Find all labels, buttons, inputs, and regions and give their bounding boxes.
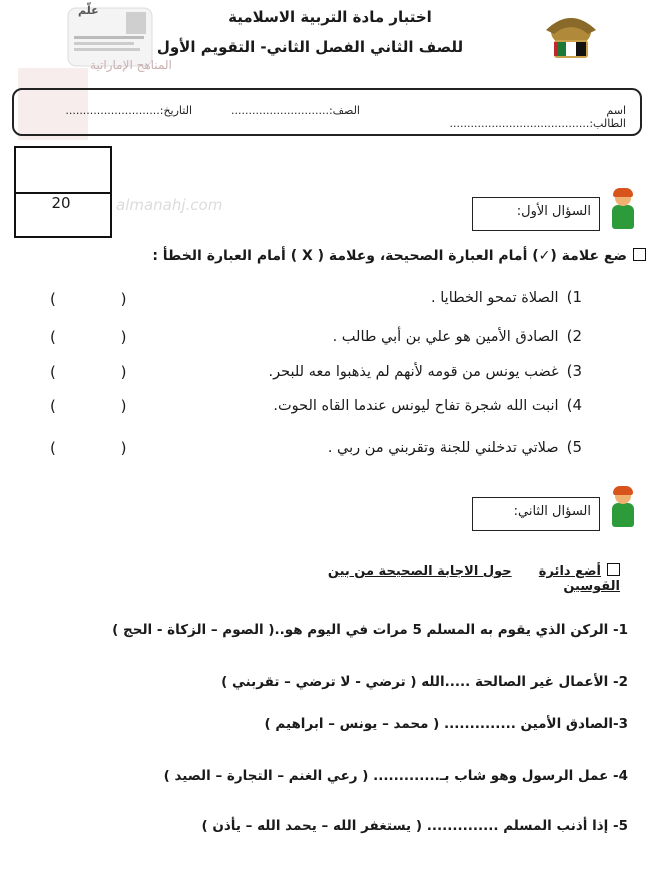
uae-emblem-icon bbox=[542, 12, 600, 62]
score-total: 20 bbox=[51, 194, 71, 212]
tf-item-4: 4)انبت الله شجرة تفاح ليونس عندما القاه الحوت. bbox=[273, 396, 582, 414]
mc-item-4: 4- عمل الرسول وهو شاب بـ............. ( رعي الغنم – التجارة – الصيد ) bbox=[163, 768, 628, 784]
exam-subtitle: للصف الثاني الفصل الثاني- التقويم الأول bbox=[156, 38, 464, 56]
mc-item-2: 2- الأعمال غير الصالحة .....الله ( ترضي - لا ترضي – تقربني ) bbox=[221, 674, 628, 690]
exam-title: اختبار مادة التربية الاسلامية bbox=[228, 8, 432, 26]
question2-label: السؤال الثاني: bbox=[472, 497, 600, 531]
date-field: التاريخ:........................... bbox=[65, 104, 192, 117]
mc-item-3: 3-الصادق الأمين .............. ( محمد – يونس – ابراهيم ) bbox=[264, 716, 628, 732]
answer-blank-1[interactable]: ( ) bbox=[50, 290, 157, 308]
tf-item-1: 1)الصلاة تمحو الخطايا . bbox=[431, 288, 582, 306]
mc-item-5: 5- إذا أذنب المسلم .............. ( يستغفر الله – يحمد الله – يأذن ) bbox=[201, 818, 628, 834]
mc-item-1: 1- الركن الذي يقوم به المسلم 5 مرات في اليوم هو..( الصوم – الزكاة - الحج ) bbox=[112, 622, 628, 638]
logo-watermark: المناهج الإماراتية bbox=[90, 58, 172, 72]
score-box bbox=[14, 146, 112, 238]
answer-blank-2[interactable]: ( ) bbox=[50, 328, 157, 346]
checkbox-icon bbox=[633, 248, 646, 261]
question1-instruction-text: ضع علامة (✓) أمام العبارة الصحيحة، وعلامة ( X ) أمام العبارة الخطأ : bbox=[152, 248, 627, 264]
class-field: الصف:............................ bbox=[231, 104, 360, 117]
tf-item-2: 2)الصادق الأمين هو علي بن أبي طالب . bbox=[332, 327, 582, 345]
tf-item-5: 5)صلاتي تدخلني للجنة وتقربني من ربي . bbox=[327, 438, 582, 456]
site-watermark: almanahj.com bbox=[116, 196, 223, 214]
boy-reading-icon bbox=[608, 488, 638, 528]
boy-reading-icon bbox=[608, 190, 638, 230]
question1-label: السؤال الأول: bbox=[472, 197, 600, 231]
question2-instruction-a: أضع دائرة bbox=[538, 564, 601, 579]
logo-text: علّم bbox=[78, 4, 99, 17]
answer-blank-5[interactable]: ( ) bbox=[50, 439, 157, 457]
answer-blank-3[interactable]: ( ) bbox=[50, 363, 157, 381]
tf-item-3: 3)غضب يونس من قومه لأنهم لم يذهبوا معه للبحر. bbox=[268, 362, 582, 380]
question2-instruction-b: حول الاجابة الصحيحة من بين القوسين bbox=[327, 564, 620, 594]
checkbox-icon bbox=[607, 563, 620, 576]
student-name-field: اسم الطالب:........................................ bbox=[449, 104, 626, 130]
question1-instruction bbox=[6, 248, 646, 264]
question2-instruction bbox=[300, 563, 620, 594]
answer-blank-4[interactable]: ( ) bbox=[50, 397, 157, 415]
